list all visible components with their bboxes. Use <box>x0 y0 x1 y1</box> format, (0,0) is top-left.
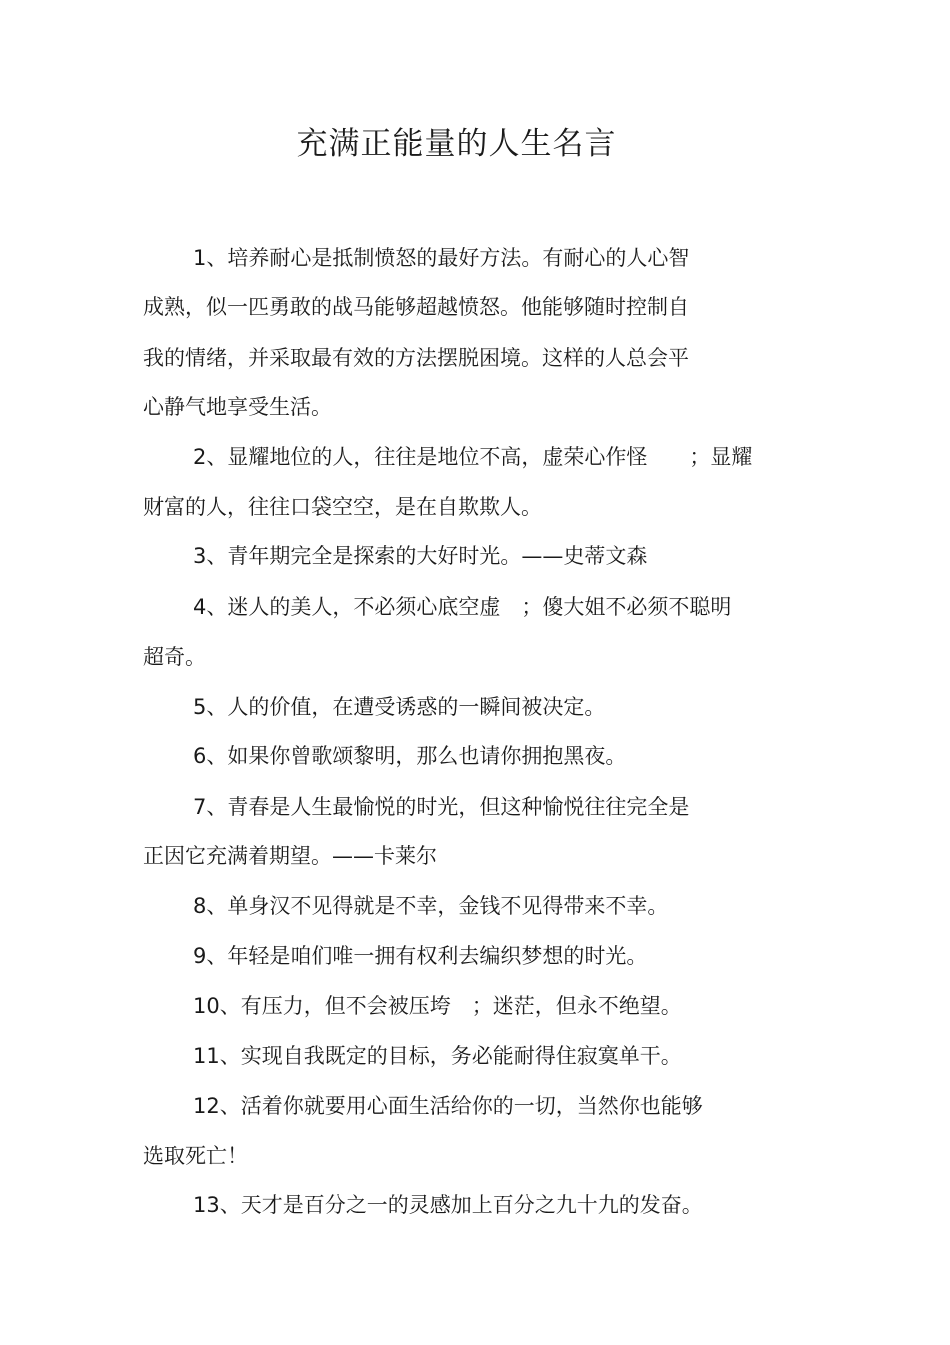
paragraph-line: 8、单身汉不见得就是不幸，金钱不见得带来不幸。 <box>193 894 669 918</box>
paragraph-line: 1、培养耐心是抵制愤怒的最好方法。有耐心的人心智 <box>193 246 690 270</box>
paragraph-line: 11、实现自我既定的目标，务必能耐得住寂寞单干。 <box>193 1044 682 1068</box>
paragraph-line: 5、人的价值，在遭受诱惑的一瞬间被决定。 <box>193 695 606 719</box>
paragraph-line: 12、活着你就要用心面生活给你的一切，当然你也能够 <box>193 1094 703 1118</box>
paragraph-line: 正因它充满着期望。——卡莱尔 <box>143 844 437 868</box>
paragraph-line: 3、青年期完全是探索的大好时光。——史蒂文森 <box>193 544 648 568</box>
paragraph-line: 10、有压力，但不会被压垮 ；迷茫，但永不绝望。 <box>193 994 682 1018</box>
paragraph-line: 成熟，似一匹勇敢的战马能够超越愤怒。他能够随时控制自 <box>143 295 689 319</box>
document-title: 充满正能量的人生名言 <box>296 126 617 162</box>
paragraph-line: 心静气地享受生活。 <box>143 395 332 419</box>
paragraph-line: 4、迷人的美人，不必须心底空虚 ；傻大姐不必须不聪明 <box>193 595 732 619</box>
paragraph-line: 13、天才是百分之一的灵感加上百分之九十九的发奋。 <box>193 1193 703 1217</box>
paragraph-line: 我的情绪，并采取最有效的方法摆脱困境。这样的人总会平 <box>143 346 689 370</box>
paragraph-line: 超奇。 <box>143 645 206 669</box>
paragraph-line: 6、如果你曾歌颂黎明，那么也请你拥抱黑夜。 <box>193 744 627 768</box>
paragraph-line: 2、显耀地位的人，往往是地位不高，虚荣心作怪 ；显耀 <box>193 445 753 469</box>
paragraph-line: 9、年轻是咱们唯一拥有权利去编织梦想的时光。 <box>193 944 648 968</box>
paragraph-line: 选取死亡！ <box>143 1144 248 1168</box>
paragraph-line: 7、青春是人生最愉悦的时光，但这种愉悦往往完全是 <box>193 795 690 819</box>
paragraph-line: 财富的人，往往口袋空空，是在自欺欺人。 <box>143 495 542 519</box>
